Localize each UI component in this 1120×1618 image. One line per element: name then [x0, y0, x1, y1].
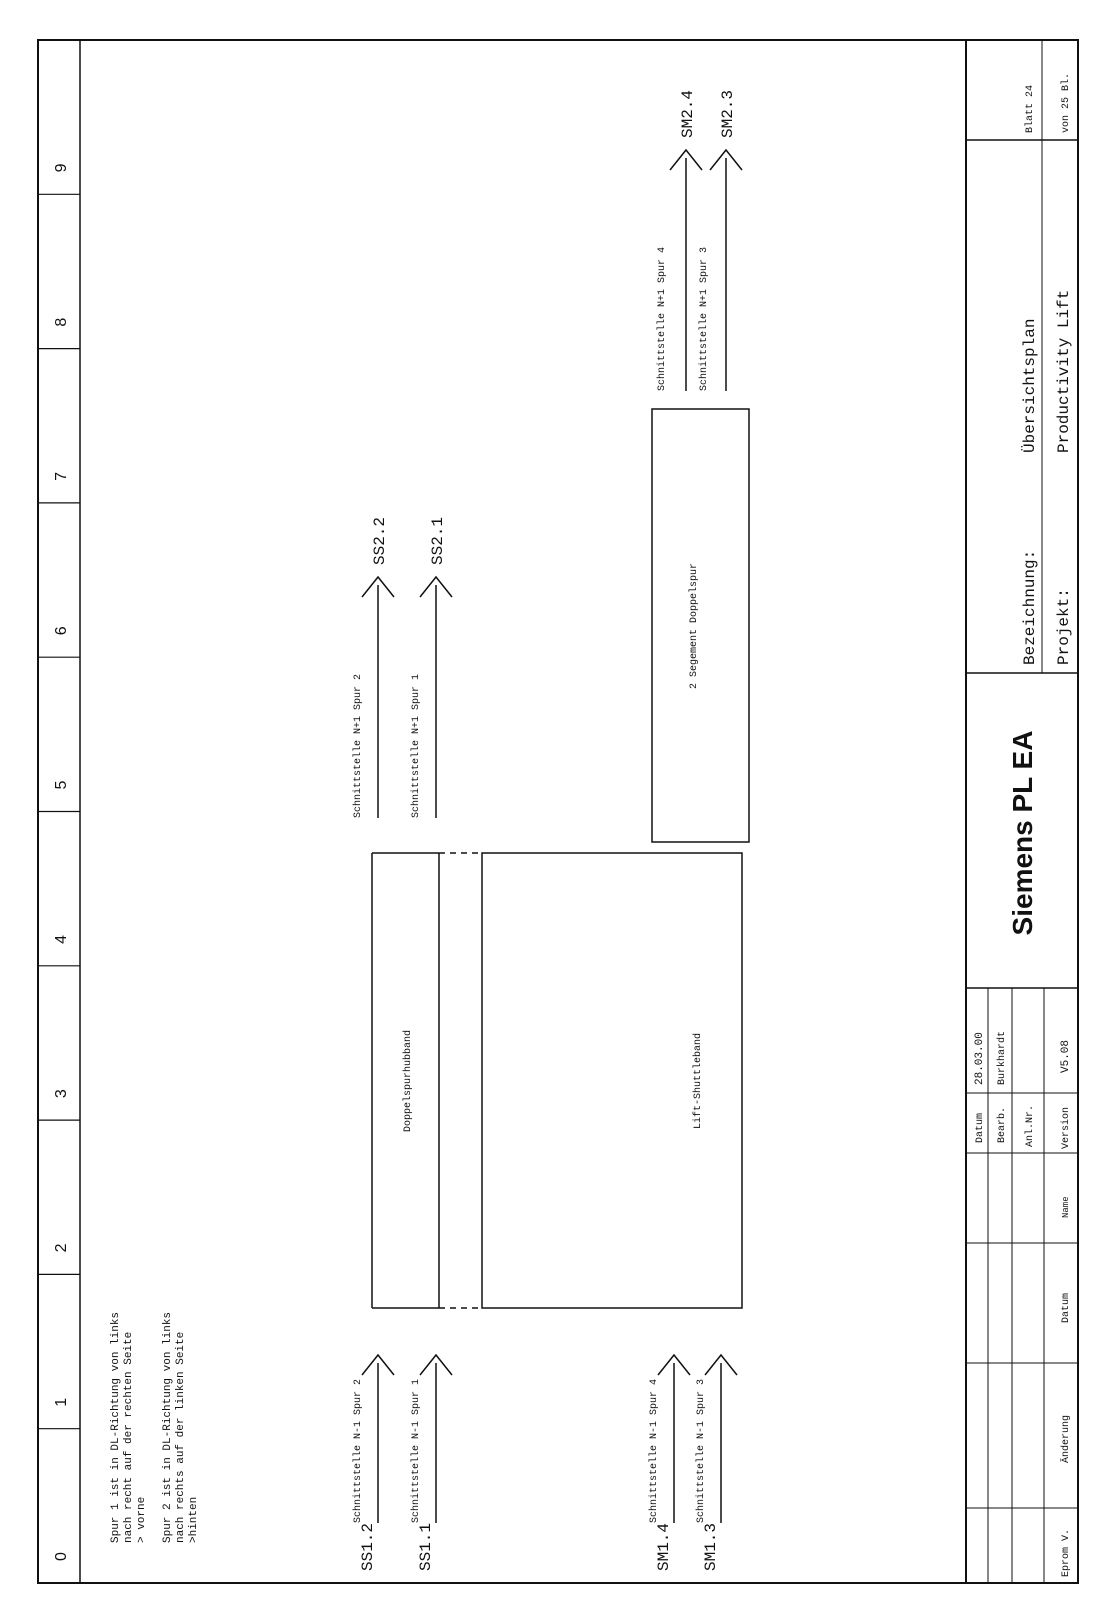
rev-header-datum: Datum — [1061, 1292, 1072, 1323]
interface-in-ss1-1 — [410, 1355, 452, 1571]
outer-frame — [38, 40, 1078, 1583]
bearb-label: Bearb. — [997, 1106, 1008, 1143]
datum-label: Datum — [975, 1112, 986, 1143]
interface-code: SS2.2 — [371, 516, 389, 565]
interface-out-sm2-3 — [698, 90, 742, 391]
version-value: V5.08 — [1060, 1039, 1072, 1073]
title-block — [966, 40, 1078, 1583]
bezeichnung-value: Übersichtsplan — [1021, 318, 1039, 453]
interface-code: SS1.1 — [417, 1522, 435, 1571]
interface-out-sm2-4 — [656, 90, 702, 391]
interface-label: Schnittstelle N-1 Spur 2 — [353, 1378, 364, 1523]
projekt-label: Projekt: — [1055, 588, 1073, 665]
note-spur2 — [162, 1312, 200, 1543]
note-spur1-line3: > vorne — [136, 1496, 148, 1543]
column-number: 2 — [53, 1243, 70, 1253]
note-spur1 — [110, 1312, 148, 1543]
rev-header-name: Name — [1061, 1196, 1071, 1218]
rev-header-aenderung: Änderung — [1061, 1414, 1072, 1463]
interface-code: SM2.3 — [719, 89, 737, 138]
interface-in-sm1-3 — [695, 1355, 737, 1571]
interface-code: SS2.1 — [429, 516, 447, 565]
interface-code: SM1.3 — [702, 1522, 720, 1571]
column-number: 1 — [53, 1397, 70, 1407]
bearb-value: Burkhardt — [997, 1030, 1008, 1085]
block-doppelspurhubband — [372, 853, 439, 1308]
note-spur2-line2: nach rechts auf der linken Seite — [175, 1331, 187, 1543]
column-labels — [53, 163, 70, 1561]
bezeichnung-label: Bezeichnung: — [1021, 549, 1039, 665]
interface-out-ss2-2 — [352, 517, 394, 818]
column-number: 4 — [53, 934, 70, 944]
interface-code: SS1.2 — [359, 1522, 377, 1571]
interface-label: Schnittstelle N+1 Spur 3 — [699, 246, 710, 391]
block-lift-shuttleband — [482, 853, 742, 1308]
interface-in-sm1-4 — [648, 1355, 690, 1571]
interface-label: Schnittstelle N-1 Spur 3 — [696, 1378, 707, 1523]
company-name: Siemens PL EA — [1007, 730, 1038, 936]
blatt-number: Blatt 24 — [1025, 84, 1036, 133]
interface-label: Schnittstelle N-1 Spur 4 — [649, 1378, 660, 1523]
column-number: 9 — [53, 163, 70, 173]
version-label: Version — [1061, 1106, 1072, 1149]
note-spur1-line2: nach recht auf der rechten Seite — [123, 1331, 135, 1543]
interface-code: SM2.4 — [679, 89, 697, 138]
interface-label: Schnittstelle N+1 Spur 2 — [353, 673, 364, 818]
column-number: 0 — [53, 1552, 70, 1561]
note-spur2-line1: Spur 2 ist in DL-Richtung von links — [162, 1311, 174, 1543]
datum-value: 28.03.00 — [974, 1032, 986, 1085]
interface-label: Schnittstelle N+1 Spur 1 — [411, 673, 422, 818]
rev-header-eprom: Eprom V. — [1061, 1528, 1072, 1577]
column-number: 5 — [53, 780, 70, 790]
projekt-value: Productivity Lift — [1055, 289, 1073, 453]
interface-in-ss1-2 — [352, 1355, 394, 1571]
sheet-total: von 25 Bl. — [1061, 72, 1072, 133]
interface-label: Schnittstelle N+1 Spur 4 — [657, 246, 668, 391]
interface-label: Schnittstelle N-1 Spur 1 — [411, 1378, 422, 1523]
column-number: 6 — [53, 626, 70, 636]
interface-code: SM1.4 — [655, 1522, 673, 1571]
block-label: 2 Segement Doppelspur — [689, 562, 700, 690]
block-segment-doppelspur — [652, 409, 749, 842]
block-label: Lift-Shuttleband — [693, 1032, 704, 1130]
block-label: Doppelspurhubband — [403, 1029, 414, 1133]
anlnr-label: Anl.Nr. — [1025, 1104, 1036, 1147]
note-spur1-line1: Spur 1 ist in DL-Richtung von links — [110, 1311, 122, 1543]
column-number: 7 — [53, 471, 70, 481]
interface-out-ss2-1 — [410, 517, 452, 818]
column-number: 8 — [53, 317, 70, 327]
column-number: 3 — [53, 1089, 70, 1099]
note-spur2-line3: >hinten — [188, 1496, 200, 1543]
